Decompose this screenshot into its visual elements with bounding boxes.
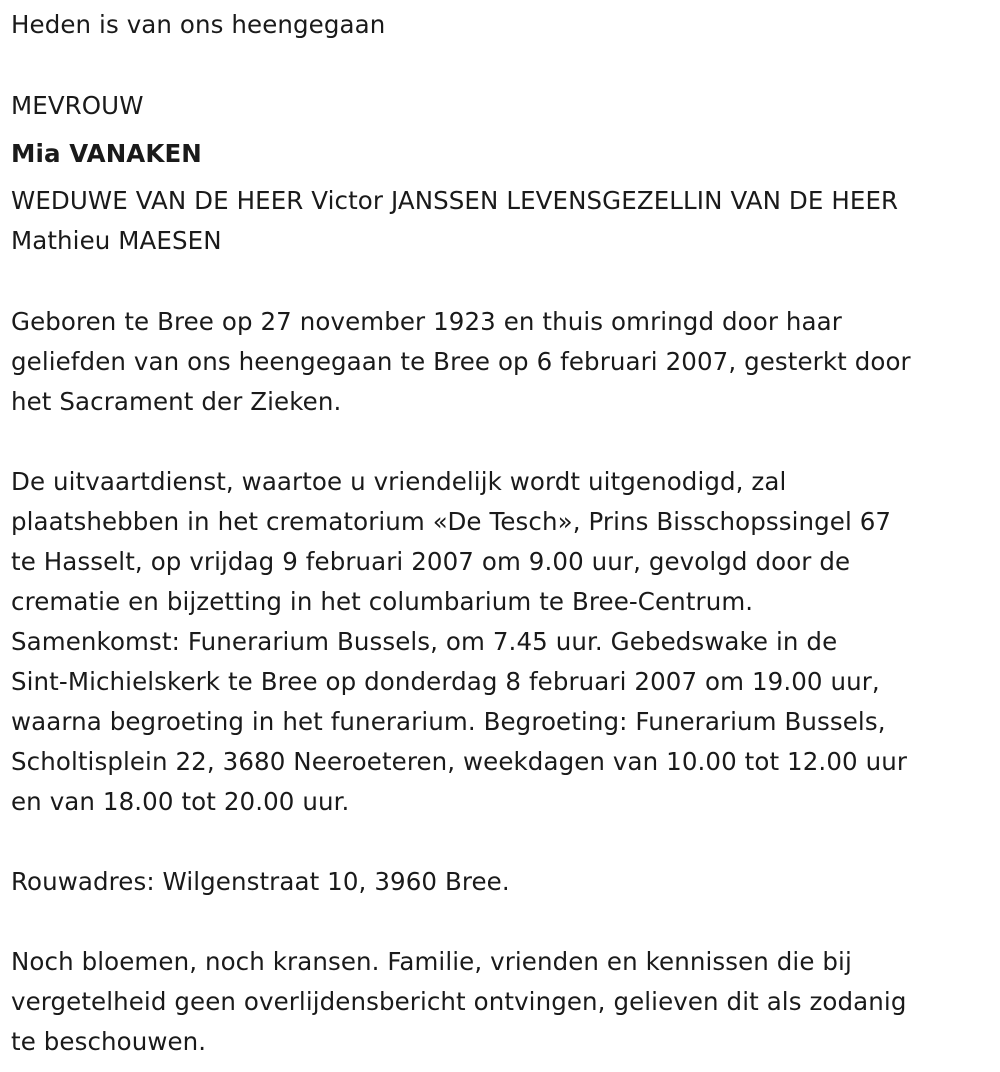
service-line: Sint-Michielskerk te Bree op donderdag 8 februari 2007 om 19.00 uur, xyxy=(11,667,880,696)
service-line: Scholtisplein 22, 3680 Neeroeteren, weekdagen van 10.00 tot 12.00 uur xyxy=(11,747,908,776)
widow-line: WEDUWE VAN DE HEER Victor JANSSEN LEVENSGEZELLIN VAN DE HEER xyxy=(11,186,899,215)
service-line: waarna begroeting in het funerarium. Begroeting: Funerarium Bussels, xyxy=(11,707,886,736)
widow-statement xyxy=(11,181,898,261)
service-line: De uitvaartdienst, waartoe u vriendelijk wordt uitgenodigd, zal xyxy=(11,467,787,496)
flowers-line: vergetelheid geen overlijdensbericht ontvingen, gelieven dit als zodanig xyxy=(11,987,907,1016)
intro-text: Heden is van ons heengegaan xyxy=(11,10,386,39)
service-line: en van 18.00 tot 20.00 uur. xyxy=(11,787,350,816)
mourning-address-paragraph xyxy=(11,862,510,902)
service-line: te Hasselt, op vrijdag 9 februari 2007 om 9.00 uur, gevolgd door de xyxy=(11,547,851,576)
flowers-paragraph xyxy=(11,942,906,1062)
service-line: plaatshebben in het crematorium «De Tesch», Prins Bisschopssingel 67 xyxy=(11,507,892,536)
service-paragraph xyxy=(11,462,907,822)
honorific-title: MEVROUW xyxy=(11,91,144,120)
flowers-line: te beschouwen. xyxy=(11,1027,207,1056)
service-line: Samenkomst: Funerarium Bussels, om 7.45 uur. Gebedswake in de xyxy=(11,627,838,656)
flowers-line: Noch bloemen, noch kransen. Familie, vrienden en kennissen die bij xyxy=(11,947,852,976)
birth-paragraph xyxy=(11,302,911,422)
deceased-name: Mia VANAKEN xyxy=(11,139,202,168)
service-line: crematie en bijzetting in het columbarium te Bree-Centrum. xyxy=(11,587,754,616)
birth-line: geliefden van ons heengegaan te Bree op 6 februari 2007, gesterkt door xyxy=(11,347,911,376)
mourning-address-line: Rouwadres: Wilgenstraat 10, 3960 Bree. xyxy=(11,867,510,896)
birth-line: het Sacrament der Zieken. xyxy=(11,387,342,416)
widow-line: Mathieu MAESEN xyxy=(11,226,222,255)
birth-line: Geboren te Bree op 27 november 1923 en thuis omringd door haar xyxy=(11,307,842,336)
